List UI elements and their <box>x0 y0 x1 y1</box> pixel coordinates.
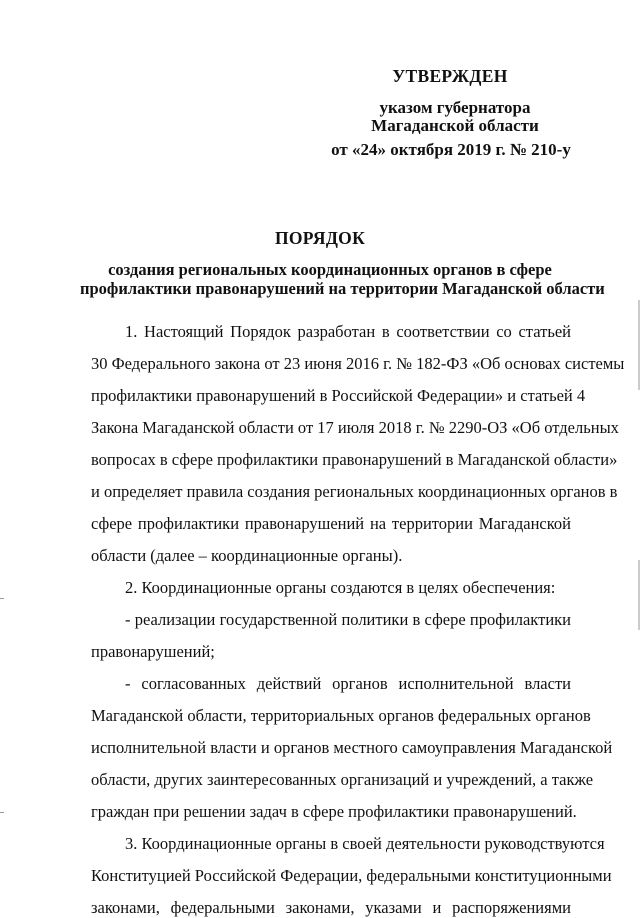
document-subtitle-line-1: создания региональных координационных органов в сфере <box>108 260 552 279</box>
body-line: области (далее – координационные органы). <box>91 546 403 565</box>
body-line: и определяет правила создания региональных координационных органов в <box>91 482 618 501</box>
body-line: законами, федеральными законами, указами и распоряжениями <box>91 898 571 917</box>
body-line: Закона Магаданской области от 17 июля 2018 г. № 2290-ОЗ «Об отдельных <box>91 418 619 437</box>
body-line: 30 Федерального закона от 23 июня 2016 г. № 182-ФЗ «Об основах системы <box>91 354 625 373</box>
body-line: правонарушений; <box>91 642 215 661</box>
body-line: 3. Координационные органы в своей деятельности руководствуются <box>125 834 605 853</box>
approval-line-2: Магаданской области <box>371 116 539 135</box>
document-subtitle-line-2: профилактики правонарушений на территории Магаданской области <box>80 279 605 298</box>
body-line: 1. Настоящий Порядок разработан в соответствии со статьей <box>125 322 571 341</box>
body-line: Конституцией Российской Федерации, федеральными конституционными <box>91 866 612 885</box>
body-line: - согласованных действий органов исполнительной власти <box>125 674 571 693</box>
scan-margin-mark <box>0 598 4 599</box>
body-line: исполнительной власти и органов местного самоуправления Магаданской <box>91 738 613 757</box>
body-line: вопросах в сфере профилактики правонарушений в Магаданской области» <box>91 450 618 469</box>
body-line: граждан при решении задач в сфере профилактики правонарушений. <box>91 802 577 821</box>
approval-date: от «24» октября 2019 г. № 210-у <box>331 140 571 159</box>
body-line: - реализации государственной политики в сфере профилактики <box>125 610 571 629</box>
body-line: области, других заинтересованных организаций и учреждений, а также <box>91 770 594 789</box>
body-line: профилактики правонарушений в Российской Федерации» и статьей 4 <box>91 386 586 405</box>
body-line: сфере профилактики правонарушений на территории Магаданской <box>91 514 571 533</box>
body-line: Магаданской области, территориальных органов федеральных органов <box>91 706 591 725</box>
body-line: 2. Координационные органы создаются в целях обеспечения: <box>125 578 556 597</box>
approval-line-1: указом губернатора <box>379 98 531 117</box>
scan-margin-mark <box>0 812 4 813</box>
approval-stamp-title: УТВЕРЖДЕН <box>392 66 508 86</box>
document-title: ПОРЯДОК <box>274 228 366 248</box>
